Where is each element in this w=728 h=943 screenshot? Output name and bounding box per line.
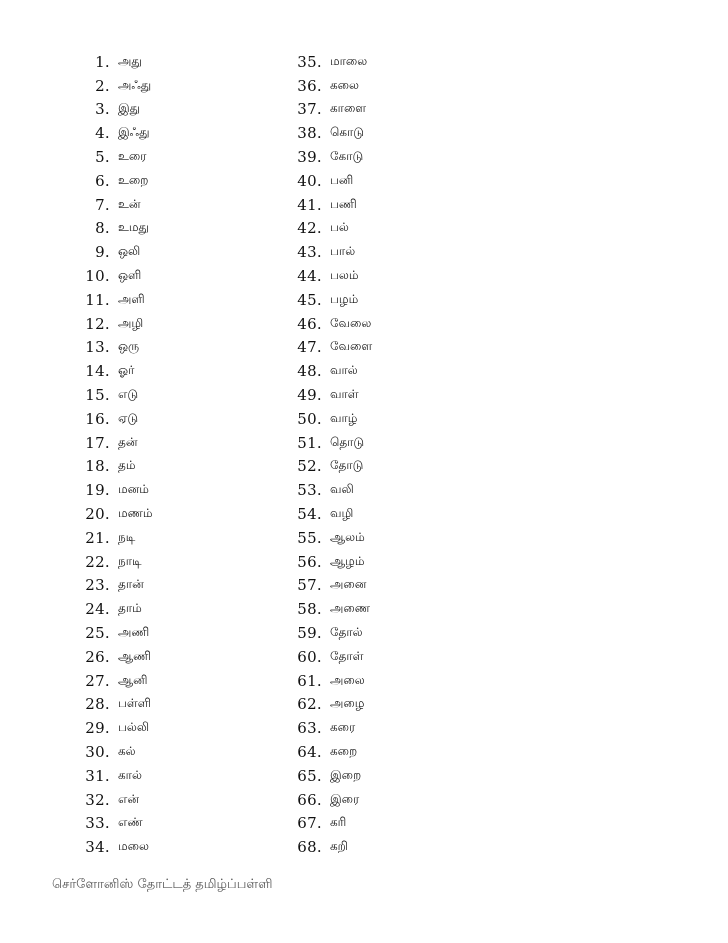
list-item-number: 34.: [85, 838, 110, 857]
list-item-number: 67.: [297, 814, 322, 833]
list-item: [282, 764, 372, 788]
list-item-number: 5.: [95, 148, 110, 167]
list-item: [70, 240, 153, 264]
list-item-number: 21.: [85, 528, 110, 547]
list-item-word: இது: [118, 101, 141, 116]
list-item-number: 11.: [85, 290, 110, 309]
list-item: [282, 478, 372, 502]
list-item: [282, 98, 372, 122]
list-item: [282, 812, 372, 836]
list-item-number: 54.: [297, 505, 322, 524]
list-item: [282, 217, 372, 241]
list-item: [70, 383, 153, 407]
list-item-number: 39.: [297, 148, 322, 167]
list-item-number: 9.: [95, 243, 110, 262]
list-item-word: ஒளி: [118, 268, 142, 283]
list-item: [70, 193, 153, 217]
list-item-number: 48.: [297, 362, 322, 381]
list-item: [70, 526, 153, 550]
list-item-number: 63.: [297, 719, 322, 738]
list-item-word: என்: [118, 791, 139, 806]
list-item-word: கறை: [330, 744, 358, 758]
list-item-number: 65.: [297, 766, 322, 785]
list-item-word: மணம்: [118, 506, 153, 521]
list-item-word: வாள்: [330, 387, 359, 402]
list-item-number: 7.: [95, 195, 110, 214]
list-item: [70, 669, 153, 693]
list-item-word: மனம்: [118, 482, 149, 497]
list-item-word: கல்: [118, 744, 136, 758]
list-item-number: 56.: [297, 552, 322, 571]
list-item-word: கரை: [330, 720, 356, 735]
list-item-number: 38.: [297, 124, 322, 143]
list-item-number: 53.: [297, 481, 322, 500]
list-item-word: தொடு: [330, 434, 365, 449]
list-item-word: அஃது: [118, 77, 152, 92]
footer-school-name: செர்ளோனிஸ் தோட்டத் தமிழ்ப்பள்ளி: [52, 877, 273, 892]
list-item-number: 41.: [297, 195, 322, 214]
list-item-number: 58.: [297, 600, 322, 619]
list-item-number: 51.: [297, 433, 322, 452]
list-item-word: மலை: [118, 839, 149, 854]
list-item-word: கறி: [330, 839, 348, 854]
list-item: [282, 145, 372, 169]
list-item-word: அளி: [118, 291, 145, 306]
list-item-number: 33.: [85, 814, 110, 833]
list-item: [70, 407, 153, 431]
list-item-word: தோல்: [330, 625, 363, 640]
list-item-word: உரை: [118, 149, 147, 164]
list-item-number: 12.: [85, 314, 110, 333]
list-item-word: ஏடு: [118, 410, 139, 425]
list-item: [70, 693, 153, 717]
list-item-number: 37.: [297, 100, 322, 119]
list-item-word: பலம்: [330, 268, 359, 283]
list-item-number: 14.: [85, 362, 110, 381]
list-item-word: தன்: [118, 434, 138, 449]
list-item-number: 43.: [297, 243, 322, 262]
list-item: [70, 455, 153, 479]
list-item-word: தம்: [118, 458, 136, 473]
list-item: [70, 716, 153, 740]
list-item: [70, 574, 153, 598]
list-item-word: அணை: [330, 601, 370, 616]
list-item: [70, 431, 153, 455]
list-item-number: 59.: [297, 624, 322, 643]
list-item-number: 15.: [85, 386, 110, 405]
list-item: [282, 407, 372, 431]
list-item: [70, 478, 153, 502]
list-item-number: 3.: [95, 100, 110, 119]
list-item-number: 32.: [85, 790, 110, 809]
list-item: [282, 50, 372, 74]
list-item-word: ஆலம்: [330, 529, 365, 544]
list-item: [282, 193, 372, 217]
list-item-number: 10.: [85, 267, 110, 286]
list-item-word: தோள்: [330, 648, 364, 663]
list-item: [282, 669, 372, 693]
list-item-word: காளை: [330, 101, 367, 116]
list-item: [282, 526, 372, 550]
list-item: [70, 788, 153, 812]
list-item: [70, 359, 153, 383]
list-item-word: அழை: [330, 696, 365, 711]
list-item-word: உமது: [118, 220, 149, 235]
list-item-number: 30.: [85, 743, 110, 761]
list-item-word: கலை: [330, 77, 359, 92]
list-item-word: மாலை: [330, 53, 368, 68]
list-item-number: 52.: [297, 457, 322, 476]
list-item-word: உன்: [118, 196, 141, 211]
list-item-word: வேளை: [330, 339, 373, 354]
list-item-number: 62.: [297, 695, 322, 714]
list-item-word: ஆணி: [118, 648, 152, 663]
list-item-number: 50.: [297, 409, 322, 428]
list-item: [70, 312, 153, 336]
list-item: [282, 502, 372, 526]
list-item: [70, 812, 153, 836]
list-item-word: பல்லி: [118, 720, 150, 735]
list-item: [282, 431, 372, 455]
list-item: [282, 169, 372, 193]
list-item: [70, 645, 153, 669]
list-item-number: 17.: [85, 433, 110, 452]
list-item: [70, 50, 153, 74]
list-item-number: 57.: [297, 576, 322, 595]
list-item: [70, 740, 153, 764]
list-item-number: 20.: [85, 505, 110, 524]
list-item-word: எடு: [118, 387, 139, 402]
list-item: [282, 240, 372, 264]
list-item-word: அது: [118, 53, 142, 68]
list-item-word: ஓர்: [118, 363, 135, 378]
list-item-number: 31.: [85, 766, 110, 785]
list-item-number: 13.: [85, 338, 110, 357]
list-item: [282, 645, 372, 669]
list-item-word: நாடி: [118, 553, 142, 568]
list-item-word: வலி: [330, 482, 354, 497]
list-item-word: ஆனி: [118, 672, 148, 687]
list-item-number: 16.: [85, 409, 110, 428]
list-item-number: 61.: [297, 671, 322, 690]
list-item-word: ஒரு: [118, 339, 140, 354]
list-item-word: கொடு: [330, 125, 364, 140]
list-item-number: 35.: [297, 52, 322, 71]
list-item: [282, 550, 372, 574]
list-item-word: பல்: [330, 220, 349, 235]
list-item-number: 49.: [297, 386, 322, 405]
list-item-number: 4.: [95, 124, 110, 143]
list-item-word: பழம்: [330, 291, 359, 306]
list-item-word: வால்: [330, 363, 358, 378]
list-item-word: அணி: [118, 625, 150, 640]
list-item-number: 46.: [297, 314, 322, 333]
list-item: [70, 145, 153, 169]
list-item-word: பனி: [330, 172, 354, 187]
list-item: [282, 574, 372, 598]
list-item-word: பால்: [330, 244, 356, 259]
list-item-word: தாம்: [118, 601, 142, 616]
list-item: [282, 74, 372, 98]
list-item: [282, 264, 372, 288]
list-item: [70, 764, 153, 788]
list-item-number: 25.: [85, 624, 110, 643]
list-item: [282, 121, 372, 145]
list-item-word: இஃது: [118, 125, 150, 140]
list-item: [282, 621, 372, 645]
list-item-word: உறை: [118, 172, 149, 187]
list-item-word: வழி: [330, 506, 354, 521]
list-item-number: 68.: [297, 838, 322, 857]
list-item: [70, 336, 153, 360]
list-item: [70, 597, 153, 621]
list-item-number: 26.: [85, 647, 110, 666]
list-item: [70, 550, 153, 574]
list-item-number: 18.: [85, 457, 110, 476]
list-item: [282, 288, 372, 312]
list-item-word: அழி: [118, 315, 144, 330]
list-item: [70, 98, 153, 122]
list-item-word: ஒலி: [118, 244, 141, 259]
list-item: [70, 502, 153, 526]
list-item-number: 29.: [85, 719, 110, 738]
list-item-number: 64.: [297, 743, 322, 761]
list-item: [70, 835, 153, 859]
list-item-number: 44.: [297, 267, 322, 286]
list-item: [282, 740, 372, 764]
list-item-word: தோடு: [330, 458, 364, 473]
list-item-word: எண்: [118, 815, 143, 830]
list-item-word: இரை: [330, 791, 360, 806]
list-item: [70, 288, 153, 312]
list-item: [70, 74, 153, 98]
list-item: [70, 264, 153, 288]
list-item: [282, 455, 372, 479]
list-item-word: வேலை: [330, 315, 372, 330]
list-item-number: 36.: [297, 76, 322, 95]
list-item-number: 66.: [297, 790, 322, 809]
list-item-number: 27.: [85, 671, 110, 690]
list-item: [282, 788, 372, 812]
list-item-word: வாழ்: [330, 410, 358, 425]
list-item-number: 19.: [85, 481, 110, 500]
word-list-left-column: [70, 50, 153, 859]
list-item-number: 24.: [85, 600, 110, 619]
word-list-right-column: [282, 50, 372, 859]
list-item-word: கரி: [330, 815, 347, 830]
list-item-word: பள்ளி: [118, 696, 152, 711]
list-item-number: 60.: [297, 647, 322, 666]
list-item: [282, 336, 372, 360]
list-item-number: 1.: [95, 52, 110, 71]
list-item: [70, 217, 153, 241]
list-item-word: ஆழம்: [330, 553, 365, 568]
list-item-number: 22.: [85, 552, 110, 571]
list-item-word: அலை: [330, 672, 365, 687]
list-item: [282, 383, 372, 407]
list-item: [70, 121, 153, 145]
list-item-word: நடி: [118, 529, 136, 544]
list-item-word: அனை: [330, 577, 367, 592]
list-item: [282, 359, 372, 383]
list-item-number: 28.: [85, 695, 110, 714]
list-item-number: 8.: [95, 219, 110, 238]
list-item: [282, 835, 372, 859]
list-item-word: தான்: [118, 577, 144, 592]
list-item-number: 6.: [95, 171, 110, 190]
list-item-number: 2.: [95, 76, 110, 95]
list-item: [70, 169, 153, 193]
list-item: [282, 716, 372, 740]
list-item-number: 40.: [297, 171, 322, 190]
list-item: [70, 621, 153, 645]
list-item-word: கால்: [118, 767, 142, 782]
list-item-number: 42.: [297, 219, 322, 238]
list-item-word: பணி: [330, 196, 357, 211]
list-item-number: 23.: [85, 576, 110, 595]
list-item-number: 45.: [297, 290, 322, 309]
list-item: [282, 693, 372, 717]
list-item: [282, 312, 372, 336]
list-item-word: இறை: [330, 767, 362, 782]
list-item-word: கோடு: [330, 149, 364, 164]
list-item: [282, 597, 372, 621]
list-item-number: 55.: [297, 528, 322, 547]
list-item-number: 47.: [297, 338, 322, 357]
